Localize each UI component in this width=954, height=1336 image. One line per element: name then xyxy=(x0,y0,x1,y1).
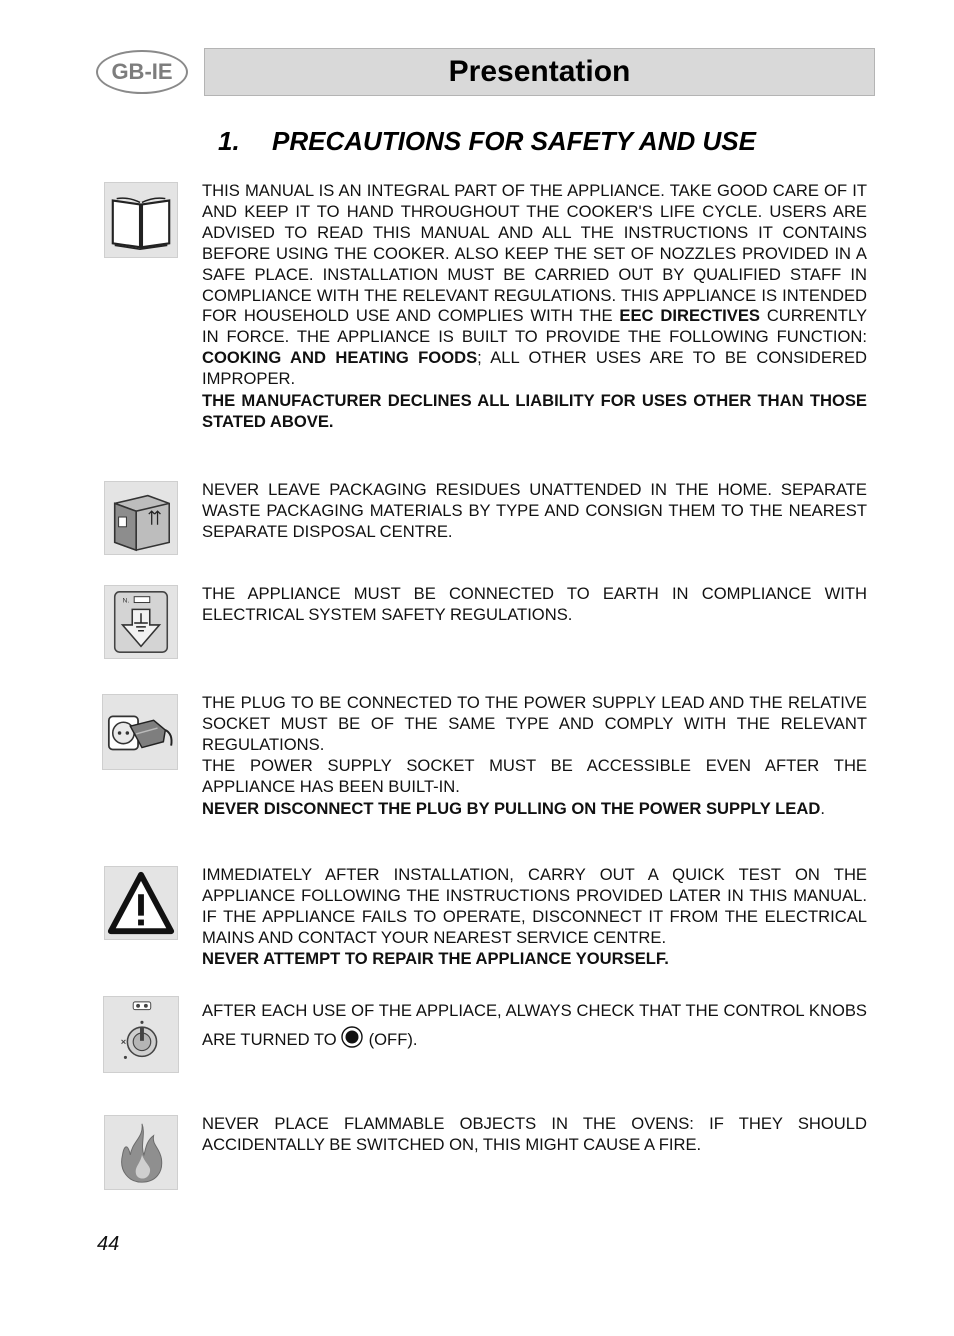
earth-ground-icon xyxy=(104,585,178,659)
plug-socket-icon xyxy=(102,694,178,770)
page-number: 44 xyxy=(97,1233,120,1255)
manual-text-a: THIS MANUAL IS AN INTEGRAL PART OF THE APPLIANCE. TAKE GOOD CARE OF IT AND KEEP IT TO HAND THROUGHOUT THE COOKER'S LIFE CYCLE. USERS ARE ADVISED TO READ THIS MANUAL AND ALL THE INSTRUCTIONS IT CONTAINS BEFORE USING THE COOKER. ALSO KEEP THE SET OF NOZZLES PROVIDED IN A SAFE PLACE. INSTALLATION MUST BE CARRIED OUT BY QUALIFIED STAFF IN COMPLIANCE WITH THE RELEVANT REGULATIONS. THIS APPLIANCE IS INTENDED FOR HOUSEHOLD USE AND COMPLIES WITH THE xyxy=(202,181,867,326)
plug-paragraph-2: THE POWER SUPPLY SOCKET MUST BE ACCESSIBLE EVEN AFTER THE APPLIANCE HAS BEEN BUILT-IN. xyxy=(202,755,867,796)
plug-warning-bold: NEVER DISCONNECT THE PLUG BY PULLING ON THE POWER SUPPLY LEAD xyxy=(202,798,821,818)
section-title: PRECAUTIONS FOR SAFETY AND USE xyxy=(272,126,756,156)
knobs-text-b: (OFF). xyxy=(368,1030,418,1049)
packaging-box-icon xyxy=(104,481,178,555)
manual-text-c: CURRENTLY IN FORCE. THE APPLIANCE IS BUILT TO PROVIDE THE FOLLOWING FUNCTION: xyxy=(202,306,868,347)
flame-icon xyxy=(104,1115,178,1190)
page-title: Presentation xyxy=(204,48,875,96)
safety-block-plug xyxy=(202,693,867,819)
control-knob-icon xyxy=(103,996,179,1073)
manual-liability-notice: THE MANUFACTURER DECLINES ALL LIABILITY FOR USES OTHER THAN THOSE STATED ABOVE. xyxy=(202,391,867,431)
section-number: 1. xyxy=(218,126,240,156)
warning-triangle-icon xyxy=(104,866,178,940)
section-heading xyxy=(218,126,756,157)
earth-icon-label: N. xyxy=(122,597,130,605)
safety-block-manual xyxy=(202,181,867,433)
plug-paragraph-1: THE PLUG TO BE CONNECTED TO THE POWER SUPPLY LEAD AND THE RELATIVE SOCKET MUST BE OF THE SAME TYPE AND COMPLY WITH THE RELEVANT REGULATIONS. xyxy=(202,693,867,754)
manual-text-d: ; ALL OTHER USES ARE TO BE CONSIDERED IMPROPER. xyxy=(202,348,868,389)
manual-bold-function: COOKING AND HEATING FOODS xyxy=(202,348,478,368)
manual-paragraph xyxy=(202,181,867,390)
safety-block-earth xyxy=(202,584,867,626)
safety-block-test xyxy=(202,865,867,970)
test-warning-bold: NEVER ATTEMPT TO REPAIR THE APPLIANCE YOURSELF. xyxy=(202,948,669,968)
manual-book-icon xyxy=(104,182,178,258)
manual-bold-eec: EEC DIRECTIVES xyxy=(619,306,760,326)
test-paragraph: IMMEDIATELY AFTER INSTALLATION, CARRY OUT A QUICK TEST ON THE APPLIANCE FOLLOWING THE INSTRUCTIONS PROVIDED LATER IN THIS MANUAL. IF THE APPLIANCE FAILS TO OPERATE, DISCONNECT IT FROM THE ELECTRICAL MAINS AND CONTACT YOUR NEAREST SERVICE CENTRE. xyxy=(202,865,867,947)
off-position-icon xyxy=(341,1026,363,1048)
safety-block-flammable xyxy=(202,1114,867,1156)
knobs-text-a: AFTER EACH USE OF THE APPLIACE, ALWAYS CHECK THAT THE CONTROL KNOBS ARE TURNED TO xyxy=(202,1001,867,1049)
flammable-paragraph: NEVER PLACE FLAMMABLE OBJECTS IN THE OVENS: IF THEY SHOULD ACCIDENTALLY BE SWITCHED ON, THIS MIGHT CAUSE A FIRE. xyxy=(202,1114,867,1154)
packaging-paragraph: NEVER LEAVE PACKAGING RESIDUES UNATTENDED IN THE HOME. SEPARATE WASTE PACKAGING MATERIALS BY TYPE AND CONSIGN THEM TO THE NEAREST SEPARATE DISPOSAL CENTRE. xyxy=(202,480,867,541)
plug-warning-end: . xyxy=(820,798,825,818)
safety-block-packaging xyxy=(202,480,867,543)
region-badge: GB-IE xyxy=(96,50,188,94)
safety-block-knobs xyxy=(202,996,867,1054)
earth-paragraph: THE APPLIANCE MUST BE CONNECTED TO EARTH IN COMPLIANCE WITH ELECTRICAL SYSTEM SAFETY REGULATIONS. xyxy=(202,584,867,624)
